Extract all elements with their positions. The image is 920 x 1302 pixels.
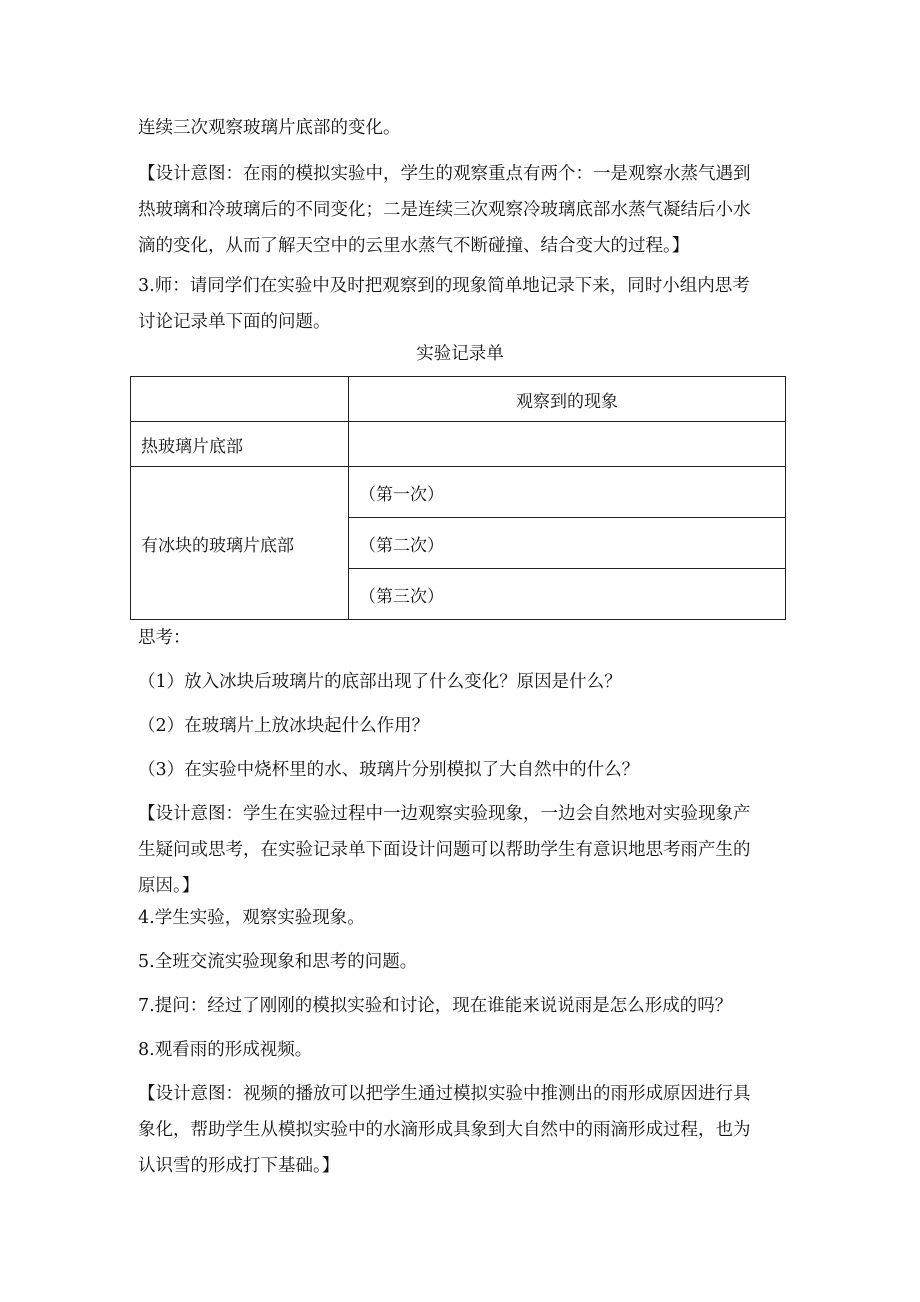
design-intent-3-line: 【设计意图：视频的播放可以把学生通过模拟实验中推测出的雨形成原因进行具 (138, 1084, 751, 1104)
row-ice-second: （第二次） (349, 518, 786, 569)
thinking-question-3: （3）在实验中烧杯里的水、玻璃片分别模拟了大自然中的什么？ (138, 760, 640, 780)
design-intent-1 (138, 156, 788, 264)
row-ice-glass-label: 有冰块的玻璃片底部 (131, 467, 349, 620)
table-row (131, 422, 786, 467)
table-header-row (131, 377, 786, 422)
thinking-question-1: （1）放入冰块后玻璃片的底部出现了什么变化？原因是什么？ (138, 672, 622, 692)
design-intent-3-line: 象化，帮助学生从模拟实验中的水滴形成具象到大自然中的雨滴形成过程，也为 (138, 1120, 751, 1140)
step-7: 7.提问：经过了刚刚的模拟实验和讨论，现在谁能来说说雨是怎么形成的吗？ (138, 996, 733, 1016)
experiment-record-table (130, 376, 786, 620)
step-3-line: 讨论记录单下面的问题。 (138, 312, 331, 332)
step-5: 5.全班交流实验现象和思考的问题。 (138, 952, 418, 972)
design-intent-1-line: 滴的变化，从而了解天空中的云里水蒸气不断碰撞、结合变大的过程。】 (138, 236, 690, 256)
row-ice-first: （第一次） (349, 467, 786, 518)
step-4: 4.学生实验，观察实验现象。 (138, 908, 365, 928)
header-observed-cell: 观察到的现象 (349, 377, 786, 422)
paragraph-observe-three-times: 连续三次观察玻璃片底部的变化。 (138, 118, 401, 138)
table-row (131, 467, 786, 518)
row-ice-third: （第三次） (349, 569, 786, 620)
header-blank-cell (131, 377, 349, 422)
thinking-question-2: （2）在玻璃片上放冰块起什么作用？ (138, 716, 430, 736)
design-intent-1-line: 热玻璃和冷玻璃后的不同变化；二是连续三次观察冷玻璃底部水蒸气凝结后小水 (138, 200, 751, 220)
row-hot-glass-label: 热玻璃片底部 (131, 422, 349, 467)
design-intent-2-line: 【设计意图：学生在实验过程中一边观察实验现象，一边会自然地对实验现象产 (138, 804, 751, 824)
step-3-line: 3.师：请同学们在实验中及时把观察到的现象简单地记录下来，同时小组内思考 (138, 276, 750, 296)
design-intent-1-line: 【设计意图：在雨的模拟实验中，学生的观察重点有两个：一是观察水蒸气遇到 (138, 164, 751, 184)
design-intent-2 (138, 796, 788, 904)
design-intent-2-line: 生疑问或思考，在实验记录单下面设计问题可以帮助学生有意识地思考雨产生的 (138, 840, 751, 860)
design-intent-3-line: 认识雪的形成打下基础。】 (138, 1156, 340, 1176)
table-caption: 实验记录单 (416, 344, 504, 364)
design-intent-2-line: 原因。】 (138, 876, 200, 896)
thinking-heading: 思考： (138, 628, 191, 648)
step-8: 8.观看雨的形成视频。 (138, 1040, 313, 1060)
row-hot-glass-value (349, 422, 786, 467)
step-3-paragraph (138, 268, 788, 340)
design-intent-3 (138, 1076, 788, 1184)
